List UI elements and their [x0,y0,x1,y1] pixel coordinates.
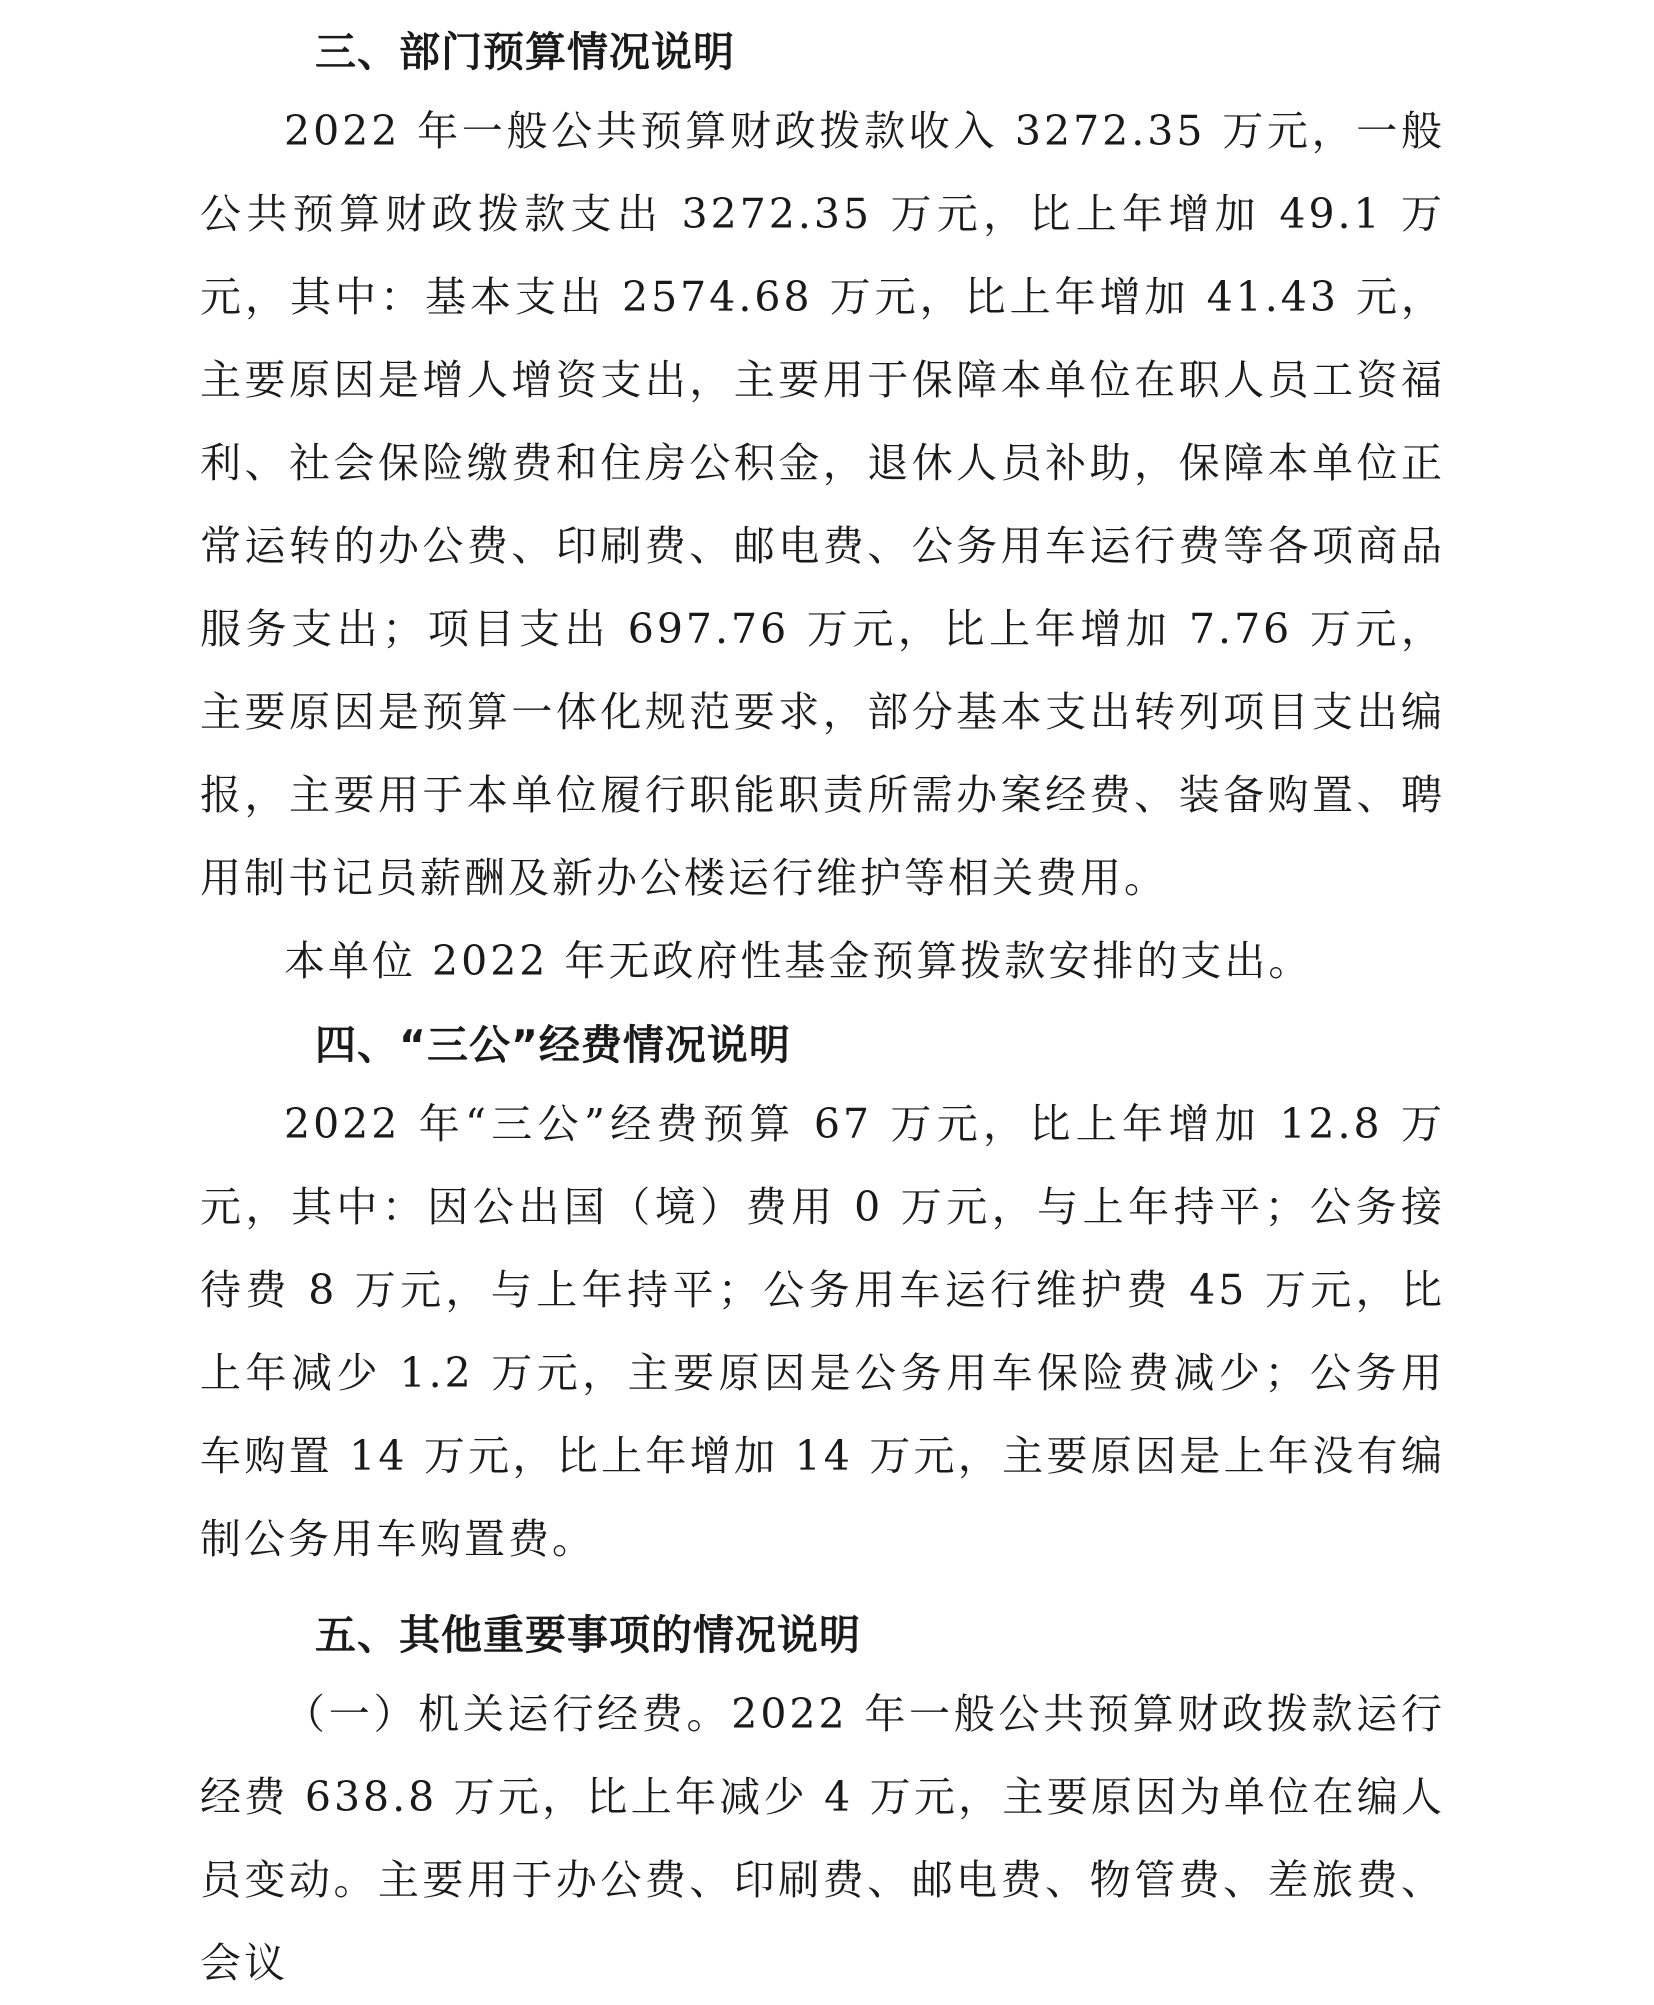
section-heading-budget: 三、部门预算情况说明 [315,28,735,76]
paragraph-operating-expenses: （一）机关运行经费。2022 年一般公共预算财政拨款运行经费 638.8 万元，比上年减少 4 万元，主要原因为单位在编人员变动。主要用于办公费、印刷费、邮电费、物管费、差旅费、会议 [200,1690,1445,1987]
paragraph-fund-budget: 本单位 2022 年无政府性基金预算拨款安排的支出。 [284,937,1313,985]
paragraph-budget-main: 2022 年一般公共预算财政拨款收入 3272.35 万元，一般公共预算财政拨款支出 3272.35 万元，比上年增加 49.1 万元，其中：基本支出 2574.68 万元，比上年增加 41.43 元，主要原因是增人增资支出，主要用于保障本单位在职人员工资福利、社会保险缴费和住房公积金，退休人员补助，保障本单位正常运转的办公费、印刷费、邮电费、公务用车运行费等各项商品服务支出；项目支出 697.76 万元，比上年增加 7.76 万元，主要原因是预算一体化规范要求，部分基本支出转列项目支出编报，主要用于本单位履行职能职责所需办案经费、装备购置、聘用制书记员薪酬及新办公楼运行维护等相关费用。 [200,107,1445,902]
document-page [200,0,1445,2005]
paragraph-three-public: 2022 年“三公”经费预算 67 万元，比上年增加 12.8 万元，其中：因公出国（境）费用 0 万元，与上年持平；公务接待费 8 万元，与上年持平；公务用车运行维护费 45 万元，比上年减少 1.2 万元，主要原因是公务用车保险费减少；公务用车购置 14 万元，比上年增加 14 万元，主要原因是上年没有编制公务用车购置费。 [200,1100,1445,1563]
section-heading-other-matters: 五、其他重要事项的情况说明 [315,1611,861,1659]
section-heading-three-public: 四、“三公”经费情况说明 [315,1021,791,1069]
